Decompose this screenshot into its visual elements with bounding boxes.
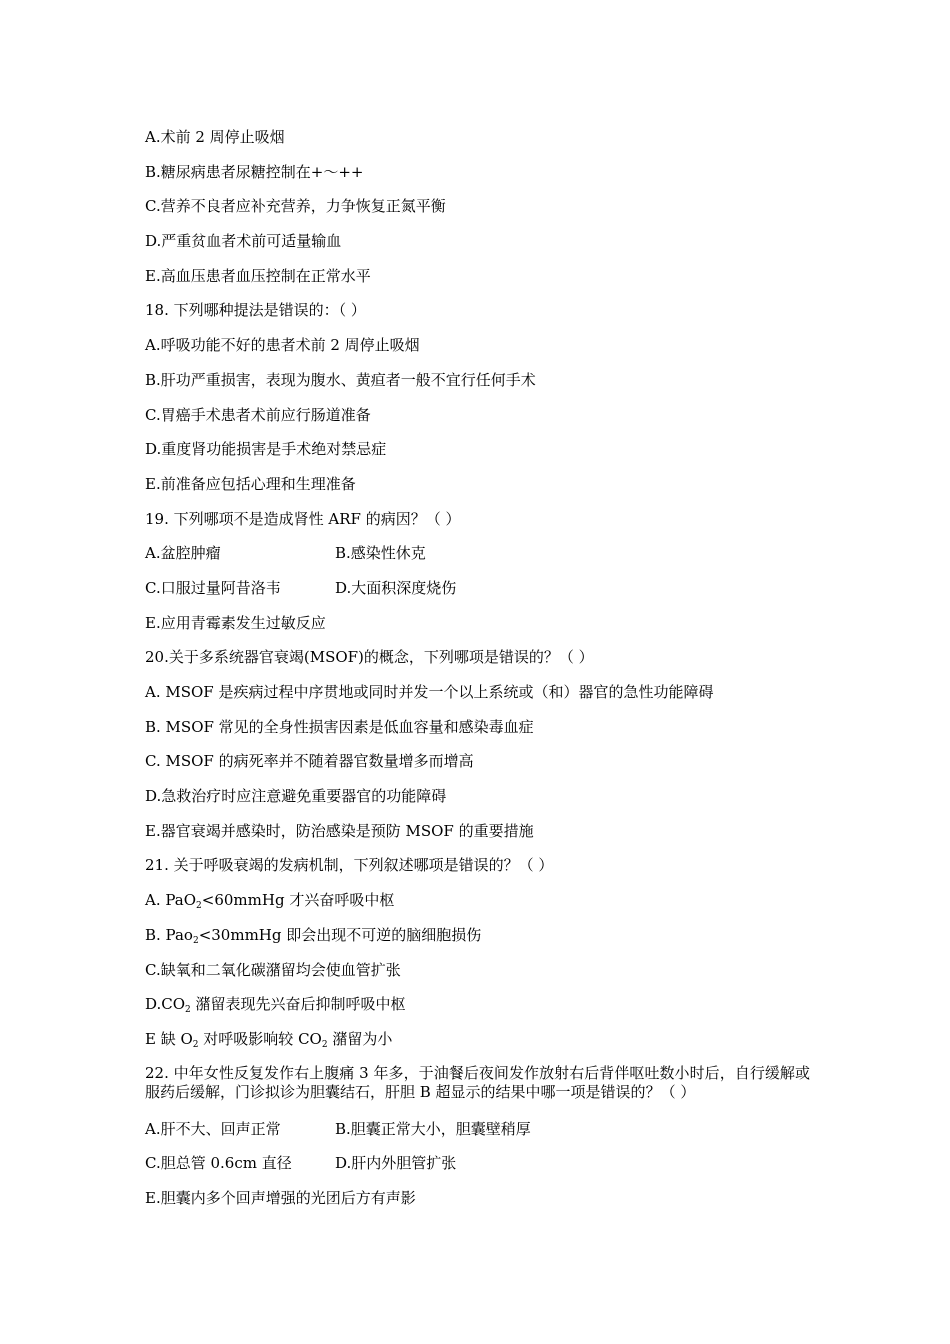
text-line: B.肝功严重损害，表现为腹水、黄疸者一般不宜行任何手术 bbox=[145, 370, 536, 389]
text-line: E.高血压患者血压控制在正常水平 bbox=[145, 266, 371, 285]
text-line: C.缺氧和二氧化碳潴留均会使血管扩张 bbox=[145, 960, 401, 979]
text-line: E.应用青霉素发生过敏反应 bbox=[145, 613, 326, 632]
text-segment: A. PaO bbox=[145, 891, 197, 910]
text-line: 19. 下列哪项不是造成肾性 ARF 的病因？（ ） bbox=[145, 509, 461, 528]
subscript: 2 bbox=[192, 935, 199, 946]
option-right: B.感染性休克 bbox=[335, 544, 426, 563]
question-paragraph: 22. 中年女性反复发作右上腹痛 3 年多，于油餐后夜间发作放射右后背伴呕吐数小时后，自行缓解或服药后缓解，门诊拟诊为胆囊结石，肝胆 B 超显示的结果中哪一项是错误的？（ ） bbox=[145, 1063, 810, 1101]
text-line: C.胃癌手术患者术前应行肠道准备 bbox=[145, 405, 371, 424]
text-line: E.胆囊内多个回声增强的光团后方有声影 bbox=[145, 1188, 416, 1207]
text-line: D.重度肾功能损害是手术绝对禁忌症 bbox=[145, 440, 387, 459]
text-segment: 潴留为小 bbox=[327, 1029, 393, 1048]
text-line bbox=[145, 987, 810, 1022]
subscript: 2 bbox=[321, 1039, 328, 1050]
text-line: E.前准备应包括心理和生理准备 bbox=[145, 474, 356, 493]
text-line: A.术前 2 周停止吸烟 bbox=[145, 128, 285, 146]
text-segment: 对呼吸影响较 CO bbox=[198, 1029, 322, 1048]
text-segment: B. Pao bbox=[145, 925, 193, 944]
text-segment: <60mmHg 才兴奋呼吸中枢 bbox=[201, 891, 395, 910]
option-left: A.盆腔肿瘤 bbox=[145, 544, 221, 563]
text-line: A. MSOF 是疾病过程中序贯地或同时并发一个以上系统或（和）器官的急性功能障碍 bbox=[145, 683, 714, 701]
option-row bbox=[145, 1112, 810, 1147]
option-row bbox=[145, 571, 810, 606]
text-line: C. MSOF 的病死率并不随着器官数量增多而增高 bbox=[145, 752, 474, 771]
text-line: 18. 下列哪种提法是错误的：（ ） bbox=[145, 301, 366, 320]
text-segment: E 缺 O bbox=[145, 1029, 193, 1048]
text-line bbox=[145, 918, 810, 953]
text-line bbox=[145, 1022, 810, 1057]
text-segment: D.CO bbox=[145, 995, 186, 1014]
option-left: C.胆总管 0.6cm 直径 bbox=[145, 1154, 292, 1173]
text-line bbox=[145, 883, 810, 918]
option-right: B.胆囊正常大小，胆囊壁稍厚 bbox=[335, 1119, 531, 1138]
text-segment: <30mmHg 即会出现不可逆的脑细胞损伤 bbox=[198, 925, 482, 944]
text-line: 20.关于多系统器官衰竭(MSOF)的概念，下列哪项是错误的？（ ） bbox=[145, 648, 594, 667]
option-left: A.肝不大、回声正常 bbox=[145, 1119, 281, 1138]
option-left: C.口服过量阿昔洛韦 bbox=[145, 578, 281, 597]
text-line: 21. 关于呼吸衰竭的发病机制，下列叙述哪项是错误的？（ ） bbox=[145, 856, 554, 875]
option-right: D.肝内外胆管扩张 bbox=[335, 1154, 457, 1173]
subscript: 2 bbox=[192, 1039, 199, 1050]
text-line: A.呼吸功能不好的患者术前 2 周停止吸烟 bbox=[145, 336, 420, 355]
subscript: 2 bbox=[185, 1005, 191, 1016]
text-segment: 潴留表现先兴奋后抑制呼吸中枢 bbox=[190, 995, 406, 1014]
subscript: 2 bbox=[196, 901, 202, 912]
option-row bbox=[145, 1146, 810, 1181]
text-line: D.急救治疗时应注意避免重要器官的功能障碍 bbox=[145, 787, 447, 806]
option-right: D.大面积深度烧伤 bbox=[335, 578, 457, 597]
question-list bbox=[145, 120, 810, 1216]
text-line: B. MSOF 常见的全身性损害因素是低血容量和感染毒血症 bbox=[145, 717, 534, 736]
text-line: D.严重贫血者术前可适量输血 bbox=[145, 232, 342, 251]
text-line: B.糖尿病患者尿糖控制在+～++ bbox=[145, 162, 364, 181]
text-line: C.营养不良者应补充营养，力争恢复正氮平衡 bbox=[145, 197, 446, 216]
option-row bbox=[145, 536, 810, 571]
text-line: E.器官衰竭并感染时，防治感染是预防 MSOF 的重要措施 bbox=[145, 821, 534, 840]
